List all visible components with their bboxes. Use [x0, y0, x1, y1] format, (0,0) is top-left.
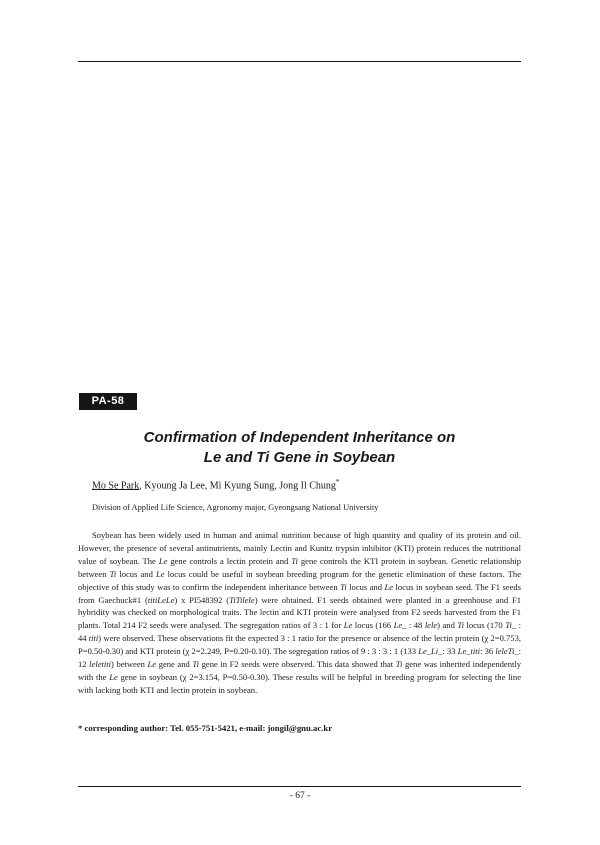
abstract-text: gene controls a lectin protein and	[167, 555, 292, 566]
abstract-text: : 33	[442, 646, 458, 657]
paper-id-badge: PA-58	[79, 393, 137, 410]
gene-term: Le	[155, 568, 165, 579]
abstract-text: locus and	[116, 568, 156, 579]
abstract-text: gene controls the KTI protein in soybean. Genetic relationship between	[78, 555, 521, 579]
gene-term: Le	[147, 659, 157, 670]
abstract-text: locus (170	[464, 620, 506, 631]
gene-term: Le	[109, 671, 118, 682]
author-list	[92, 478, 339, 491]
abstract-text: gene in soybean (χ 2=3.154, P=0.50-0.30). These results will be helpful in breeding program for selecting the line with lacking both KTI and lectin protein in soybean.	[78, 671, 521, 695]
gene-term: Ti_	[505, 620, 517, 631]
gene-term: Ti	[457, 620, 464, 631]
abstract-text: locus (166	[352, 620, 394, 631]
affiliation: Division of Applied Life Science, Agronomy major, Gyeongsang National University	[92, 503, 379, 512]
abstract-text: locus and	[346, 581, 385, 592]
gene-term: Le	[343, 620, 353, 631]
abstract-text: : 12	[78, 646, 521, 670]
gene-term: lele	[424, 620, 438, 631]
gene-term: Ti	[291, 555, 298, 566]
gene-term: Le	[158, 555, 168, 566]
first-author: Mo Se Park	[92, 480, 140, 492]
gene-term: Ti	[192, 659, 200, 670]
abstract-text: gene and	[156, 659, 193, 670]
gene-term: leleTi_	[495, 646, 519, 657]
page-number: - 67 -	[289, 791, 311, 801]
abstract-text: gene was inherited independently with the	[78, 659, 522, 682]
gene-term: Le_titi	[457, 646, 481, 657]
gene-term: Le_	[393, 620, 407, 631]
gene-term: Le_Li_	[418, 646, 443, 657]
title-line-2: Le and Ti Gene in Soybean	[203, 449, 396, 466]
top-rule	[78, 61, 521, 62]
abstract	[78, 529, 521, 697]
gene-term: titi	[88, 633, 99, 644]
gene-term: leletiti	[89, 659, 111, 670]
gene-term: Le	[384, 581, 394, 592]
bottom-rule	[78, 786, 521, 787]
gene-term: titiLeLe	[147, 594, 175, 605]
corresponding-author-note: * corresponding author: Tel. 055-751-5421, e-mail: jongil@gnu.ac.kr	[78, 723, 333, 733]
abstract-text: gene in F2 seeds were observed. This data showed that	[199, 659, 396, 670]
corresponding-mark: *	[335, 478, 340, 486]
gene-term: Ti	[109, 568, 117, 579]
abstract-text: : 44	[78, 620, 522, 644]
title-line-1: Confirmation of Independent Inheritance on	[143, 429, 456, 446]
abstract-text: : 48	[406, 620, 425, 631]
paper-title	[78, 428, 521, 468]
abstract-text: locus could be useful in soybean breeding program for the genetic elimination of these factors. The objective of this study was to confirm the independent inheritance between	[78, 568, 521, 592]
abstract-text: ) and	[437, 620, 458, 631]
abstract-text: ) were obtained. F1 seeds obtained were planted in a greenhouse and F1 hybridity was checked on morphological traits. The lectin and KTI protein were analysed from F2 seeds harvested from the F1 plants. Total 214 F2 seeds were analysed. The segregation ratios of 3 : 1 for	[78, 594, 521, 631]
abstract-text: Soybean has been widely used in human and animal nutrition because of high quantity and quality of its protein and oil. However, the presence of several antinutrients, mainly Lectin and Kunitz trypsin inhibitor (KTI) protein reduces the nutritional value of soybean. The	[78, 530, 521, 566]
abstract-text: ) were observed. These observations fit the expected 3 : 1 ratio for the presence or absence of the lectin protein (χ 2=0.753, P=0.50-0.30) and KTI protein (χ 2=2.249, P=0.20-0.10). The segregation ratios of 9 : 3 : 3 : 1 (133	[78, 633, 521, 657]
abstract-text: locus in soybean seed. The F1 seeds from Gaechuck#1 (	[78, 581, 521, 605]
other-authors: , Kyoung Ja Lee, Mi Kyung Sung, Jong Il Chung	[139, 480, 336, 492]
gene-term: Ti	[395, 659, 403, 670]
gene-term: TiTilele	[229, 594, 255, 605]
abstract-text: ) x PI548392 (	[174, 594, 230, 605]
gene-term: Ti	[340, 581, 347, 592]
abstract-text: : 36	[480, 646, 496, 657]
abstract-text: ) between	[111, 659, 148, 670]
